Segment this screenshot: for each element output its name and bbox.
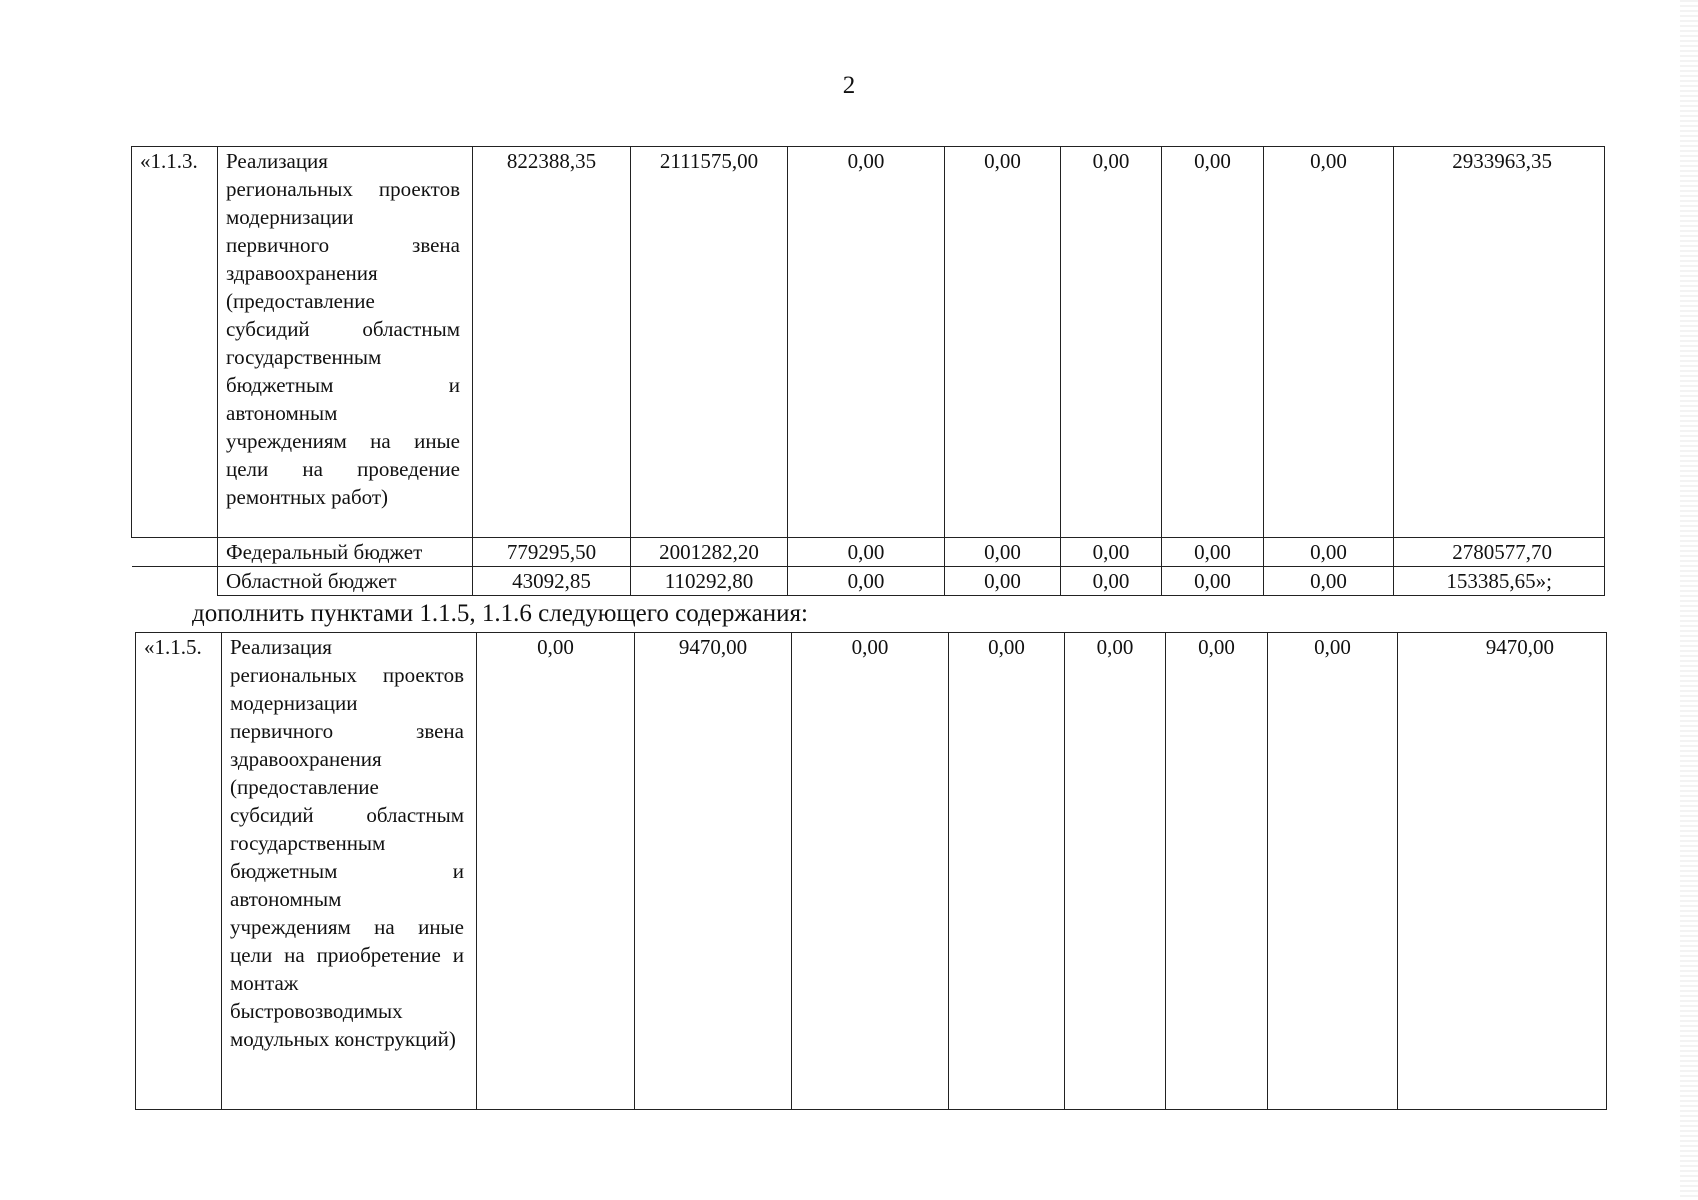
value-cell: 0,00 bbox=[788, 538, 945, 567]
value-cell: 2001282,20 bbox=[631, 538, 788, 567]
budget-table-1 bbox=[131, 146, 1605, 596]
scan-edge-noise bbox=[1680, 0, 1698, 1200]
table-row-federal-budget bbox=[132, 538, 1605, 567]
row-name: Реализация региональных проектов модернизации первичного звена здравоохранения (предоставление субсидий областным государственным бюджетным и автономным учреждениям на иные цели на проведение ремонтных работ) bbox=[218, 147, 473, 538]
value-cell: 0,00 bbox=[1264, 538, 1394, 567]
total-cell: 2780577,70 bbox=[1394, 538, 1605, 567]
value-cell: 0,00 bbox=[1162, 147, 1264, 538]
value-cell: 0,00 bbox=[477, 633, 635, 1110]
value-cell: 0,00 bbox=[945, 567, 1061, 596]
row-code: «1.1.5. bbox=[136, 633, 222, 1110]
value-cell: 0,00 bbox=[1162, 567, 1264, 596]
value-cell: 0,00 bbox=[945, 147, 1061, 538]
value-cell: 0,00 bbox=[1162, 538, 1264, 567]
supplement-text: дополнить пунктами 1.1.5, 1.1.6 следующего содержания: bbox=[192, 600, 808, 627]
value-cell: 2111575,00 bbox=[631, 147, 788, 538]
value-cell: 779295,50 bbox=[473, 538, 631, 567]
page-number: 2 bbox=[842, 72, 856, 99]
value-cell: 43092,85 bbox=[473, 567, 631, 596]
value-cell: 822388,35 bbox=[473, 147, 631, 538]
total-cell: 2933963,35 bbox=[1394, 147, 1605, 538]
value-cell: 0,00 bbox=[945, 538, 1061, 567]
value-cell: 0,00 bbox=[1065, 633, 1166, 1110]
value-cell: 0,00 bbox=[1264, 147, 1394, 538]
value-cell: 0,00 bbox=[1166, 633, 1268, 1110]
table-row-1-1-5 bbox=[136, 633, 1607, 1110]
value-cell: 0,00 bbox=[788, 567, 945, 596]
value-cell: 0,00 bbox=[1061, 538, 1162, 567]
value-cell: 0,00 bbox=[792, 633, 949, 1110]
value-cell: 0,00 bbox=[788, 147, 945, 538]
value-cell: 0,00 bbox=[1061, 567, 1162, 596]
table-row-regional-budget bbox=[132, 567, 1605, 596]
row-name: Реализация региональных проектов модернизации первичного звена здравоохранения (предоставление субсидий областным государственным бюджетным и автономным учреждениям на иные цели на приобретение и монтаж быстровозводимых модульных конструкций) bbox=[222, 633, 477, 1110]
value-cell: 0,00 bbox=[1268, 633, 1398, 1110]
value-cell: 0,00 bbox=[1061, 147, 1162, 538]
row-name: Федеральный бюджет bbox=[218, 538, 473, 567]
budget-table-2 bbox=[135, 632, 1607, 1110]
row-code: «1.1.3. bbox=[132, 147, 218, 538]
value-cell: 0,00 bbox=[949, 633, 1065, 1110]
value-cell: 110292,80 bbox=[631, 567, 788, 596]
total-cell: 9470,00 bbox=[1398, 633, 1607, 1110]
table-row-1-1-3 bbox=[132, 147, 1605, 538]
value-cell: 0,00 bbox=[1264, 567, 1394, 596]
total-cell: 153385,65»; bbox=[1394, 567, 1605, 596]
value-cell: 9470,00 bbox=[635, 633, 792, 1110]
row-name: Областной бюджет bbox=[218, 567, 473, 596]
